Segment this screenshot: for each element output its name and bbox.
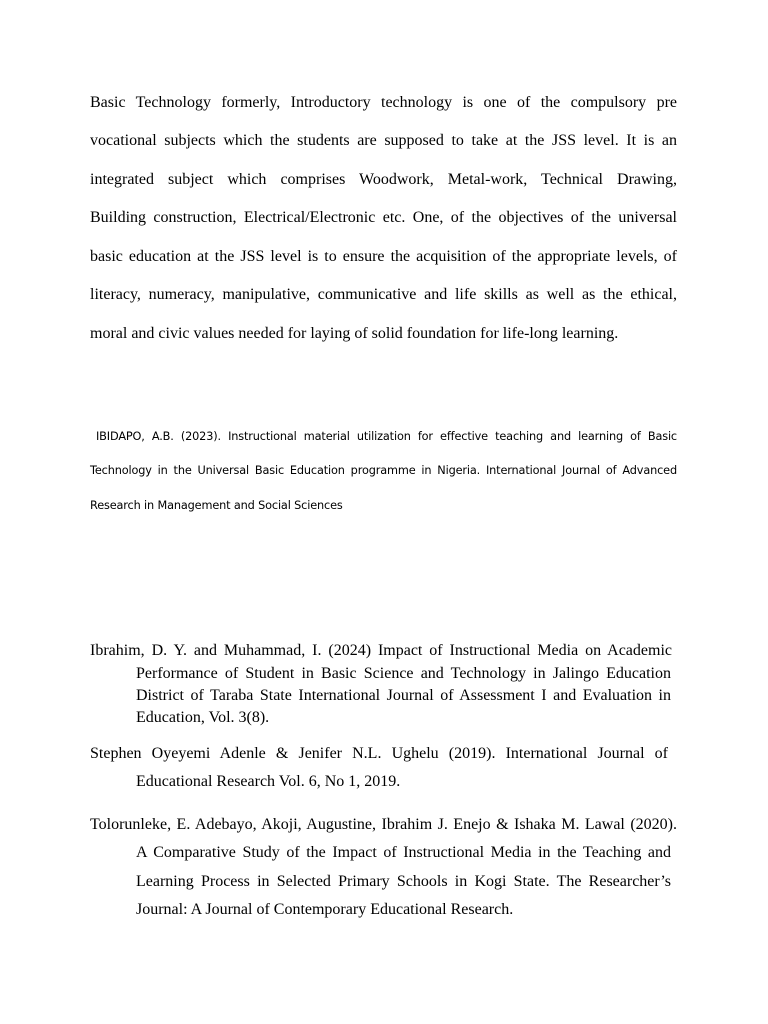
reference-line: Stephen Oyeyemi Adenle & Jenifer N.L. Ughelu (2019). International Journal of — [90, 745, 668, 762]
citation-line: Research in Management and Social Sciences — [90, 499, 343, 512]
reference-line: A Comparative Study of the Impact of Instructional Media in the Teaching and — [136, 844, 671, 861]
paragraph-line: moral and civic values needed for laying of solid foundation for life-long learning. — [90, 325, 619, 342]
reference-line: Journal: A Journal of Contemporary Educational Research. — [136, 901, 514, 918]
citation-line: Technology in the Universal Basic Education programme in Nigeria. International Journal of Advanced — [90, 464, 677, 477]
reference-line: Tolorunleke, E. Adebayo, Akoji, Augustine, Ibrahim J. Enejo & Ishaka M. Lawal (2020). — [90, 816, 677, 833]
reference-line: Performance of Student in Basic Science and Technology in Jalingo Education — [136, 665, 671, 682]
reference-line: District of Taraba State International Journal of Assessment I and Evaluation in — [136, 687, 671, 704]
paragraph-line: vocational subjects which the students are supposed to take at the JSS level. It is an — [90, 132, 677, 149]
paragraph-line: basic education at the JSS level is to ensure the acquisition of the appropriate levels, of — [90, 248, 677, 265]
reference-line: Ibrahim, D. Y. and Muhammad, I. (2024) Impact of Instructional Media on Academic — [90, 642, 672, 659]
paragraph-line: literacy, numeracy, manipulative, communicative and life skills as well as the ethical, — [90, 286, 677, 303]
paragraph-line: Building construction, Electrical/Electronic etc. One, of the objectives of the universal — [90, 209, 677, 226]
reference-line: Education, Vol. 3(8). — [136, 709, 270, 726]
citation-line: IBIDAPO, A.B. (2023). Instructional material utilization for effective teaching and learning of Basic — [96, 430, 677, 443]
reference-line: Educational Research Vol. 6, No 1, 2019. — [136, 773, 401, 790]
paragraph-line: Basic Technology formerly, Introductory technology is one of the compulsory pre — [90, 94, 677, 111]
paragraph-line: integrated subject which comprises Woodwork, Metal-work, Technical Drawing, — [90, 171, 677, 188]
reference-line: Learning Process in Selected Primary Schools in Kogi State. The Researcher’s — [136, 873, 671, 890]
